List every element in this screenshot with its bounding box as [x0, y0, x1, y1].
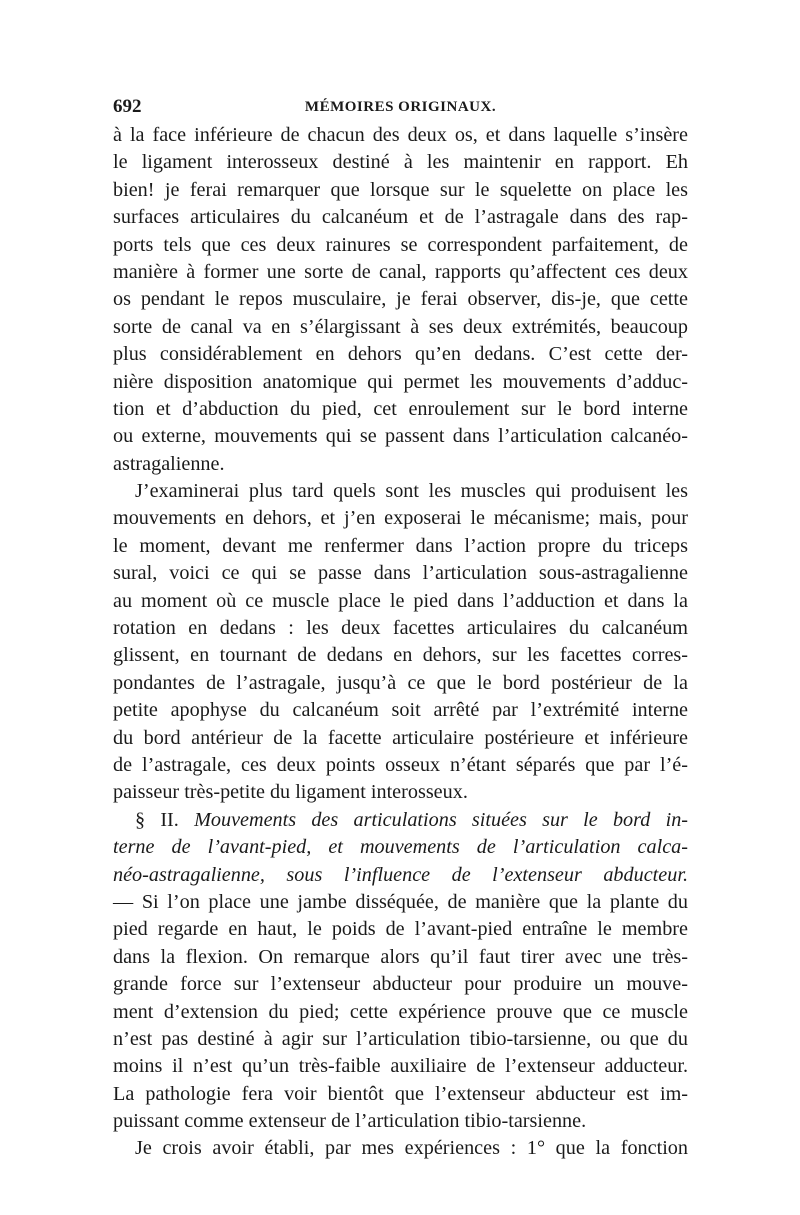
text-line: sorte de canal va en s’élargissant à ses deux extrémités, beaucoup	[113, 315, 688, 338]
text-line: La pathologie fera voir bientôt que l’extenseur abducteur est im-	[113, 1082, 688, 1105]
book-page	[113, 92, 688, 1163]
text-line: paisseur très-petite du ligament interosseux.	[113, 781, 468, 804]
text-line: dans la flexion. On remarque alors qu’il faut tirer avec une très-	[113, 945, 688, 968]
section-title: Mouvements des articulations situées sur le bord in-	[194, 808, 689, 831]
text-line: ment d’extension du pied; cette expérience prouve que ce muscle	[113, 1000, 688, 1023]
text-line: grande force sur l’extenseur abducteur pour produire un mouve-	[113, 973, 688, 996]
text-line: — Si l’on place une jambe disséquée, de manière que la plante du	[113, 890, 688, 913]
text-line: ports tels que ces deux rainures se correspondent parfaitement, de	[113, 233, 688, 256]
text-line: le ligament interosseux destiné à les maintenir en rapport. Eh	[113, 151, 688, 174]
body-text	[113, 122, 688, 1163]
text-line: au moment où ce muscle place le pied dans l’adduction et dans la	[113, 589, 688, 612]
text-line: n’est pas destiné à agir sur l’articulation tibio-tarsienne, ou que du	[113, 1027, 688, 1050]
section-number: § II.	[135, 808, 179, 831]
text-line: le moment, devant me renfermer dans l’action propre du triceps	[113, 534, 688, 557]
text-line: du bord antérieur de la facette articulaire postérieure et inférieure	[113, 726, 688, 749]
running-head	[113, 92, 688, 122]
text-line: ou externe, mouvements qui se passent dans l’articulation calcanéo-	[113, 425, 688, 448]
text-line: plus considérablement en dehors qu’en dedans. C’est cette der-	[113, 343, 688, 366]
text-line: puissant comme extenseur de l’articulation tibio-tarsienne.	[113, 1110, 587, 1133]
text-line: J’examinerai plus tard quels sont les muscles qui produisent les	[135, 480, 688, 503]
section-title: néo-astragalienne, sous l’influence de l’extenseur abducteur.	[113, 863, 688, 886]
text-line: tion et d’abduction du pied, cet enroulement sur le bord interne	[113, 397, 688, 420]
text-line: Je crois avoir établi, par mes expériences : 1° que la fonction	[135, 1137, 688, 1160]
running-title: MÉMOIRES ORIGINAUX.	[304, 99, 497, 115]
page-number: 692	[113, 96, 142, 117]
text-line: astragalienne.	[113, 452, 225, 475]
text-line: os pendant le repos musculaire, je ferai observer, dis-je, que cette	[113, 288, 688, 311]
text-line: pied regarde en haut, le poids de l’avant-pied entraîne le membre	[113, 918, 688, 941]
text-line: surfaces articulaires du calcanéum et de l’astragale dans des rap-	[113, 206, 688, 229]
text-line: manière à former une sorte de canal, rapports qu’affectent ces deux	[113, 260, 688, 283]
text-line: bien! je ferai remarquer que lorsque sur le squelette on place les	[113, 178, 688, 201]
section-title: terne de l’avant-pied, et mouvements de l’articulation calca-	[113, 836, 688, 859]
text-line: de l’astragale, ces deux points osseux n’étant séparés que par l’é-	[113, 753, 688, 776]
text-line: pondantes de l’astragale, jusqu’à ce que le bord postérieur de la	[113, 671, 688, 694]
text-line: moins il n’est qu’un très-faible auxiliaire de l’extenseur adducteur.	[113, 1055, 688, 1078]
text-line: mouvements en dehors, et j’en exposerai le mécanisme; mais, pour	[113, 507, 688, 530]
section-heading	[113, 807, 688, 834]
text-line: nière disposition anatomique qui permet les mouvements d’adduc-	[113, 370, 688, 393]
text-line: glissent, en tournant de dedans en dehors, sur les facettes corres-	[113, 644, 688, 667]
text-line: sural, voici ce qui se passe dans l’articulation sous-astragalienne	[113, 562, 688, 585]
text-line: rotation en dedans : les deux facettes articulaires du calcanéum	[113, 617, 688, 640]
text-line: à la face inférieure de chacun des deux os, et dans laquelle s’insère	[113, 124, 688, 146]
text-line: petite apophyse du calcanéum soit arrêté par l’extrémité interne	[113, 699, 688, 722]
